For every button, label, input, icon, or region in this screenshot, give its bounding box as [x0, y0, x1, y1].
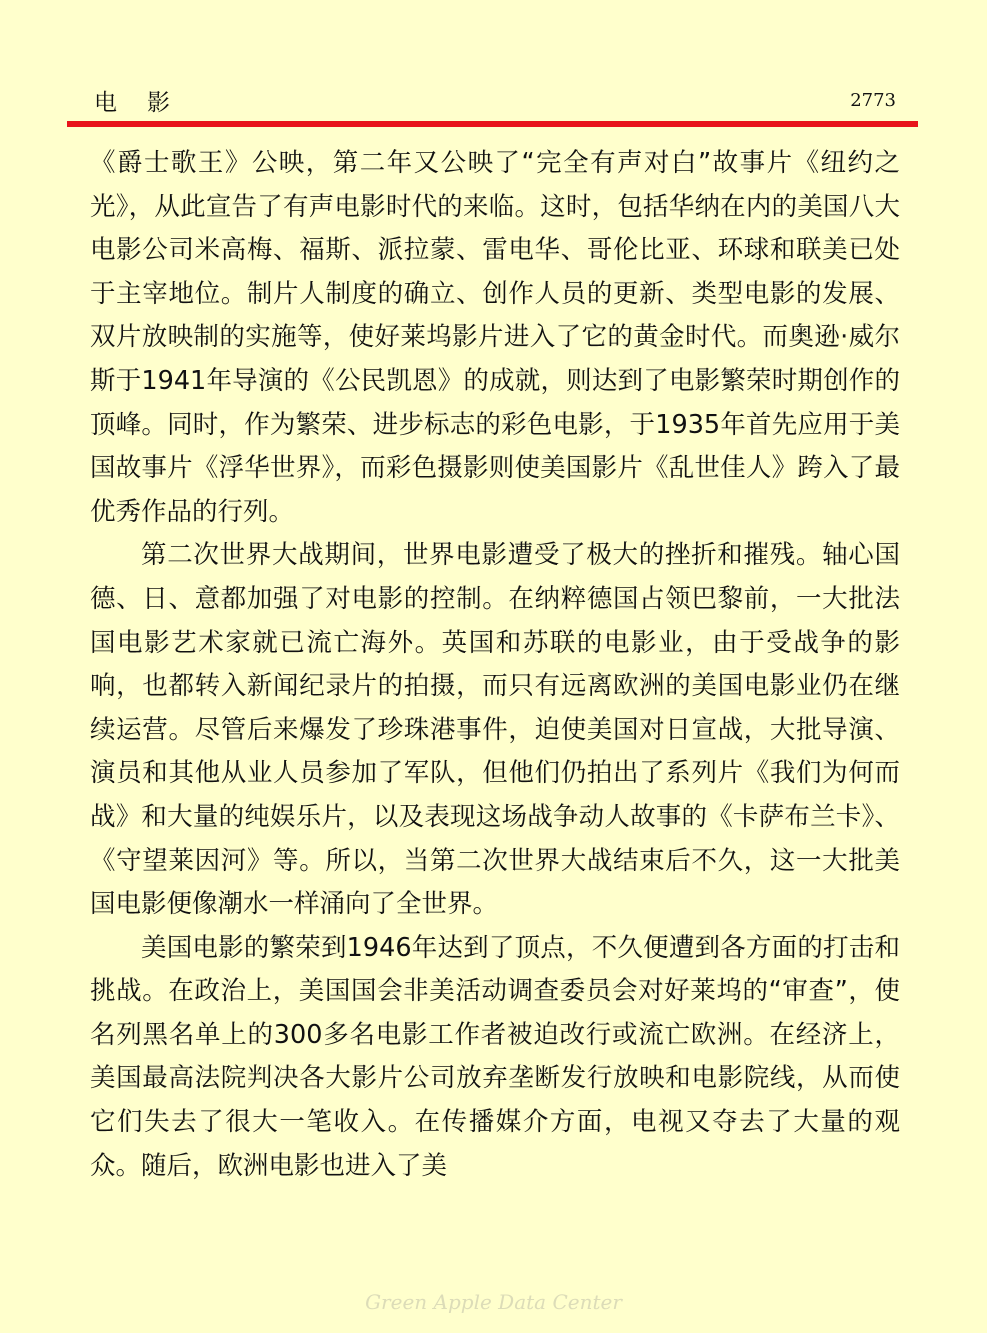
paragraph-1: 《爵士歌王》公映，第二年又公映了“完全有声对白”故事片《纽约之光》，从此宣告了有声电影时代的来临。这时，包括华纳在内的美国八大电影公司米高梅、福斯、派拉蒙、雷电华、哥伦比亚、环球和联美已处于主宰地位。制片人制度的确立、创作人员的更新、类型电影的发展、双片放映制的实施等，使好莱坞影片进入了它的黄金时代。而奥逊·威尔斯于1941年导演的《公民凯恩》的成就，则达到了电影繁荣时期创作的顶峰。同时，作为繁荣、进步标志的彩色电影，于1935年首先应用于美国故事片《浮华世界》，而彩色摄影则使美国影片《乱世佳人》跨入了最优秀作品的行列。	[90, 148, 900, 527]
paragraph-2: 第二次世界大战期间，世界电影遭受了极大的挫折和摧残。轴心国德、日、意都加强了对电影的控制。在纳粹德国占领巴黎前，一大批法国电影艺术家就已流亡海外。英国和苏联的电影业，由于受战争的影响，也都转入新闻纪录片的拍摄，而只有远离欧洲的美国电影业仍在继续运营。尽管后来爆发了珍珠港事件，迫使美国对日宣战，大批导演、演员和其他从业人员参加了军队，但他们仍拍出了系列片《我们为何而战》和大量的纯娱乐片，以及表现这场战争动人故事的《卡萨布兰卡》、《守望莱因河》等。所以，当第二次世界大战结束后不久，这一大批美国电影便像潮水一样涌向了全世界。	[90, 540, 900, 920]
running-title: 电影	[94, 90, 200, 116]
body-text	[90, 142, 900, 1188]
page-number: 2773	[850, 90, 896, 111]
header-rule	[67, 121, 918, 127]
watermark: Green Apple Data Center	[365, 1290, 622, 1314]
paragraph-3: 美国电影的繁荣到1946年达到了顶点，不久便遭到各方面的打击和挑战。在政治上，美国国会非美活动调查委员会对好莱坞的“审查”，使名列黑名单上的300多名电影工作者被迫改行或流亡欧洲。在经济上，美国最高法院判决各大影片公司放弃垄断发行放映和电影院线，从而使它们失去了很大一笔收入。在传播媒介方面，电视又夺去了大量的观众。随后，欧洲电影也进入了美	[90, 932, 900, 1181]
page-header	[90, 84, 898, 118]
